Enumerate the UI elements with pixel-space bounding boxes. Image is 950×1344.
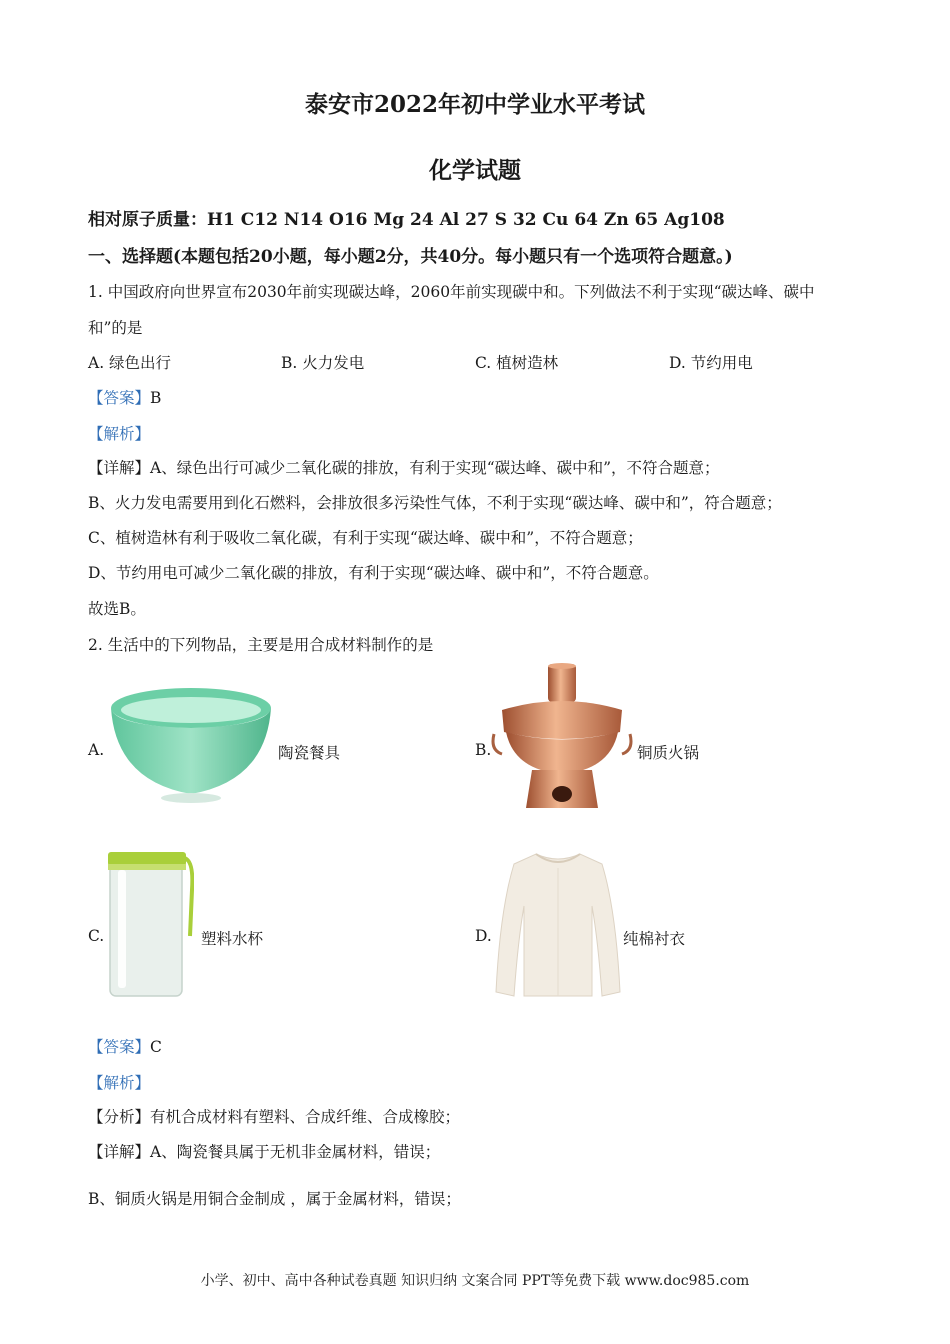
q2-answer <box>88 1035 162 1057</box>
section-heading: 一、选择题(本题包括20小题，每小题2分，共40分。每小题只有一个选项符合题意。) <box>88 247 733 267</box>
q1-conclusion: 故选B。 <box>88 600 146 618</box>
q1-option-d: D. 节约用电 <box>669 354 753 372</box>
copper-hotpot-image <box>490 662 634 812</box>
page-subtitle: 化学试题 <box>429 157 521 184</box>
q2-option-a-letter: A. <box>88 741 105 759</box>
detail-tag: 【详解】 <box>88 459 151 477</box>
plastic-cup-image <box>106 850 194 998</box>
page-title: 泰安市2022年初中学业水平考试 <box>304 91 645 118</box>
q1-detail-a: 【详解】A、绿色出行可减少二氧化碳的排放，有利于实现“碳达峰、碳中和”，不符合题意； <box>88 459 720 477</box>
q2-fenxi: 【分析】有机合成材料有塑料、合成纤维、合成橡胶； <box>88 1108 461 1126</box>
q2-option-b-label: 铜质火锅 <box>637 744 700 762</box>
q2-stem: 2. 生活中的下列物品，主要是用合成材料制作的是 <box>88 636 434 654</box>
q2-option-c-label: 塑料水杯 <box>201 930 264 948</box>
answer-value: C <box>150 1038 162 1056</box>
q1-analysis-tag: 【解析】 <box>88 425 151 443</box>
q1-answer <box>88 386 161 408</box>
q2-option-d-letter: D. <box>475 927 492 945</box>
answer-tag: 【答案】 <box>88 1038 151 1056</box>
q2-option-d-label: 纯棉衬衣 <box>623 930 686 948</box>
q2-detail-a: 【详解】A、陶瓷餐具属于无机非金属材料，错误； <box>88 1143 441 1161</box>
q1-detail-d: D、节约用电可减少二氧化碳的排放，有利于实现“碳达峰、碳中和”，不符合题意。 <box>88 564 659 582</box>
q2-option-b-letter: B. <box>475 741 492 759</box>
atomic-masses: 相对原子质量：H1 C12 N14 O16 Mg 24 Al 27 S 32 Cu 64 Zn 65 Ag108 <box>88 210 725 230</box>
q1-detail-b: B、火力发电需要用到化石燃料，会排放很多污染性气体，不利于实现“碳达峰、碳中和”，符合题意； <box>88 494 782 512</box>
fenxi-tag: 【分析】 <box>88 1108 151 1126</box>
ceramic-bowl-image <box>108 686 274 804</box>
q1-option-c: C. 植树造林 <box>475 354 559 372</box>
cotton-shirt-image <box>494 850 622 998</box>
q1-detail-c: C、植树造林有利于吸收二氧化碳，有利于实现“碳达峰、碳中和”，不符合题意； <box>88 529 643 547</box>
answer-value: B <box>150 389 162 407</box>
answer-tag: 【答案】 <box>88 389 151 407</box>
q1-option-a: A. 绿色出行 <box>88 354 172 372</box>
q2-detail-b: B、铜质火锅是用铜合金制成 ，属于金属材料，错误； <box>88 1190 461 1208</box>
q2-option-a-label: 陶瓷餐具 <box>278 744 341 762</box>
detail-tag: 【详解】 <box>88 1143 151 1161</box>
q1-stem-line1: 1. 中国政府向世界宣布2030年前实现碳达峰，2060年前实现碳中和。下列做法不利于实现“碳达峰、碳中 <box>88 283 815 301</box>
page-footer: 小学、初中、高中各种试卷真题 知识归纳 文案合同 PPT等免费下载 www.doc985.com <box>200 1273 750 1289</box>
q2-option-c-letter: C. <box>88 927 105 945</box>
q1-option-b: B. 火力发电 <box>281 354 365 372</box>
q1-stem-line2: 和”的是 <box>88 319 143 337</box>
q2-analysis-tag: 【解析】 <box>88 1074 151 1092</box>
